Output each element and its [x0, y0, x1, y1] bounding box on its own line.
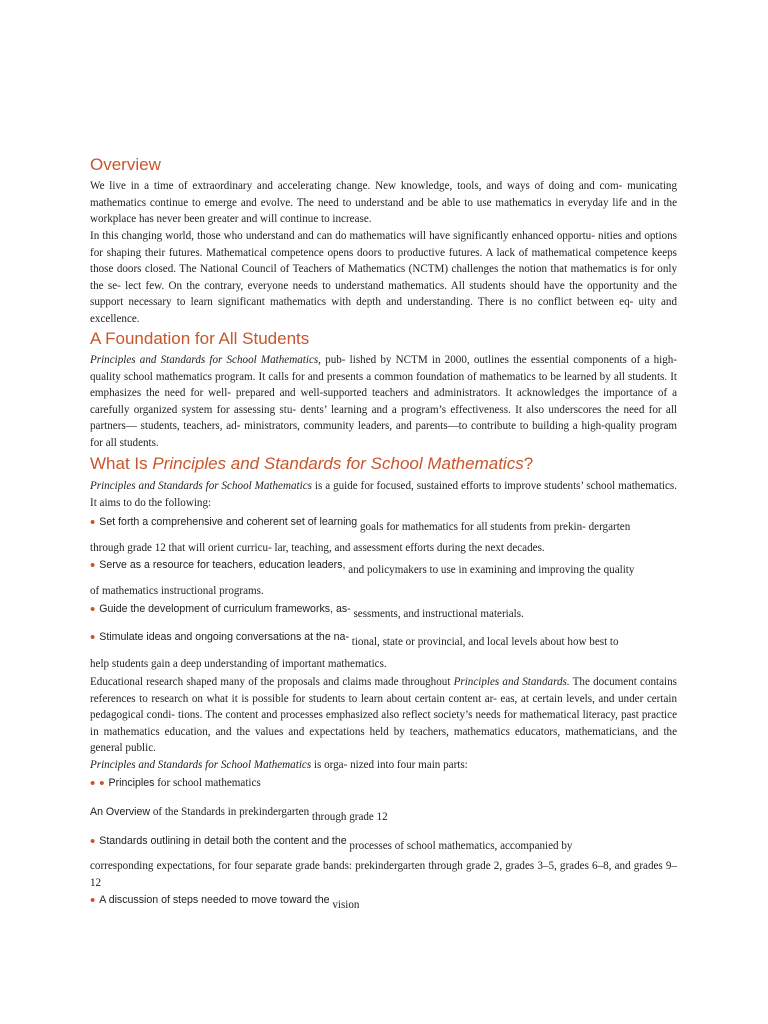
aim-item-2-cont: of mathematics instructional programs.	[90, 585, 264, 597]
aim-item-1	[90, 514, 631, 533]
part-item-4-a: A discussion of steps needed to move toward the	[99, 894, 330, 906]
what-is-heading	[90, 454, 533, 474]
research-title-italic: Principles and Standards.	[453, 676, 570, 688]
bullet-icon: •	[90, 833, 96, 850]
aim-item-2	[90, 557, 635, 576]
research-text-pre: Educational research shaped many of the proposals and claims made throughout	[90, 676, 454, 688]
part-item-1	[90, 776, 261, 791]
aim-item-3-a: Guide the development of curriculum frameworks, as-	[99, 603, 351, 615]
part-item-1-b: for school mathematics	[154, 777, 261, 789]
aim-item-4-a: Stimulate ideas and ongoing conversations at the na-	[99, 631, 349, 643]
part-item-2-c: through grade 12	[311, 811, 388, 823]
bullet-icon: •	[90, 557, 96, 574]
what-is-intro-title: Principles and Standards for School Mathematics	[90, 480, 312, 492]
part-item-3-cont: corresponding expectations, for four separate grade bands: prekindergarten through grade 2, grades 3–5, grades 6–8, and grades 9–12	[90, 860, 677, 889]
aim-item-2-a: Serve as a resource for teachers, education leaders,	[99, 559, 346, 571]
part-item-3	[90, 833, 573, 852]
parts-intro	[90, 758, 468, 772]
part-item-3-b: processes of school mathematics, accompanied by	[349, 840, 573, 852]
what-is-heading-title: Principles and Standards for School Mathematics	[152, 454, 524, 473]
what-is-heading-post: ?	[523, 454, 534, 473]
part-item-2-b: of the Standards in prekindergarten	[150, 806, 310, 818]
part-item-2	[90, 805, 388, 823]
part-item-4-b: vision	[332, 899, 360, 911]
foundation-text: pub- lished by NCTM in 2000, outlines the essential components of a high-quality school mathematics program. It calls for and presents a common foundation of mathematics to be learned by all students. It emphasizes the need for well- prepared and well-supported teachers and administrators. It acknowledges the importance of a carefully organized system for assessing stu- dents’ learning and a program’s effectiveness. It also underscores the need for all partners— students, teachers, ad- ministrators, community leaders, and parents—to contribute to building a high-quality program for all students.	[90, 354, 677, 449]
parts-intro-text: is orga- nized into four main parts:	[311, 759, 468, 771]
overview-paragraph-2: In this changing world, those who understand and can do mathematics will have significantly enhanced opportu- nities and options for shaping their futures. Mathematical competence opens doors to productive futures. A lack of mathematical competence keeps those doors closed. The National Council of Teachers of Mathematics (NCTM) challenges the notion that mathematics is for only the se- lect few. On the contrary, everyone needs to understand mathematics. All students should have the opportunity and the support necessary to learn significant mathematics with depth and understanding. There is no conflict between eq- uity and excellence.	[90, 230, 677, 325]
aim-item-1-cont: through grade 12 that will orient curricu- lar, teaching, and assessment efforts during the next decades.	[90, 542, 545, 554]
part-item-1-a: Principles	[108, 777, 155, 789]
what-is-intro-text: is a guide for focused, sustained efforts to improve students’ school mathematics. It aims to do the following:	[90, 480, 678, 509]
overview-heading: Overview	[90, 155, 161, 174]
aim-item-2-b: and policymakers to use in examining and improving the quality	[348, 564, 635, 576]
aim-item-4-cont: help students gain a deep understanding of important mathematics.	[90, 658, 387, 670]
part-item-2-a: An Overview	[90, 806, 151, 818]
bullet-icon: •	[90, 775, 96, 792]
foundation-title-italic: Principles and Standards for School Mathematics,	[90, 354, 321, 366]
foundation-paragraph	[90, 352, 677, 451]
overview-paragraph-1: We live in a time of extraordinary and accelerating change. New knowledge, tools, and ways of doing and com- municating mathematics continue to emerge and evolve. The need to understand and be able to use mathematics in everyday life and in the workplace has never been greater and will continue to increase.	[90, 180, 677, 225]
what-is-heading-pre: What Is	[90, 454, 153, 473]
bullet-icon: •	[90, 892, 96, 909]
research-text: The document contains references to research on what it is possible for students to learn about certain content ar- eas, at certain levels, and under certain pedagogical condi- tions. The content and processes emphasized also reflect society’s needs for mathematical literacy, past practice in mathematics education, and the values and expectations held by teachers, mathematics educators, mathematicians, and the general public.	[90, 676, 677, 754]
part-item-3-a: Standards outlining in detail both the content and the	[99, 835, 347, 847]
part-item-4	[90, 892, 360, 911]
foundation-heading: A Foundation for All Students	[90, 329, 310, 348]
aim-item-3-b: sessments, and instructional materials.	[353, 608, 524, 620]
parts-title-italic: Principles and Standards for School Mathematics	[90, 759, 312, 771]
aim-item-3	[90, 601, 524, 620]
aim-item-1-a: Set forth a comprehensive and coherent set of learning	[99, 516, 358, 528]
aim-item-4-b: tional, state or provincial, and local levels about how best to	[351, 636, 619, 648]
what-is-intro	[90, 478, 677, 511]
bullet-icon: •	[99, 775, 105, 792]
aim-item-1-b: goals for mathematics for all students from prekin- dergarten	[360, 521, 631, 533]
research-paragraph	[90, 674, 677, 757]
bullet-icon: •	[90, 629, 96, 646]
bullet-icon: •	[90, 514, 96, 531]
aim-item-4	[90, 629, 619, 648]
bullet-icon: •	[90, 601, 96, 618]
